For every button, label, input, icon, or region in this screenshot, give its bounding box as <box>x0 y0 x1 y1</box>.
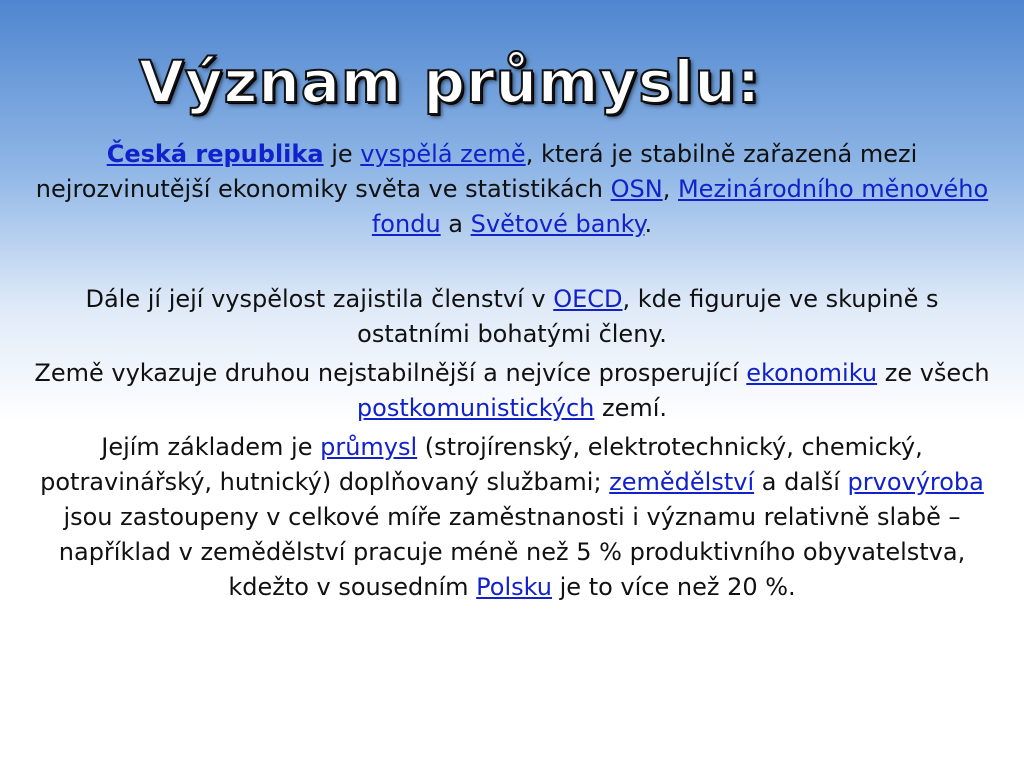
slide-body <box>28 137 996 609</box>
link-agriculture[interactable]: zemědělství <box>609 468 755 496</box>
text-segment: je <box>323 140 361 168</box>
text-segment: a <box>440 210 471 238</box>
link-primary-production[interactable]: prvovýroba <box>847 468 984 496</box>
link-oecd[interactable]: OECD <box>553 285 623 313</box>
link-economy[interactable]: ekonomiku <box>746 359 878 387</box>
text-segment: , která je stabilně zařazená mezi nejrozvinutější ekonomiky světa ve statistikách <box>35 140 918 203</box>
text-segment: , kde figuruje ve skupině s ostatními bohatými členy. <box>357 285 939 348</box>
slide-title: Význam průmyslu: <box>138 48 762 116</box>
text-segment: je to více než 20 %. <box>552 573 796 601</box>
text-segment: jsou zastoupeny v celkové míře zaměstnanosti i významu relativně slabě – například v zemědělství pracuje méně než 5 % produktivního obyvatelstva, kdežto v sousedním <box>58 503 966 601</box>
link-poland[interactable]: Polsku <box>476 573 552 601</box>
link-developed-country[interactable]: vyspělá země <box>360 140 526 168</box>
text-segment: zemí. <box>594 394 668 422</box>
link-imf[interactable]: Mezinárodního měnového fondu <box>371 175 989 238</box>
paragraph-czech-republic <box>28 137 996 242</box>
text-segment: a další <box>754 468 848 496</box>
text-segment: Země vykazuje druhou nejstabilnější a nejvíce prosperující <box>34 359 747 387</box>
paragraph-economy <box>28 356 996 426</box>
link-industry[interactable]: průmysl <box>320 433 418 461</box>
link-world-bank[interactable]: Světové banky <box>470 210 645 238</box>
text-segment: Jejím základem je <box>101 433 321 461</box>
text-segment: (strojírenský, elektrotechnický, chemický, potravinářský, hutnický) doplňovaný službami; <box>40 433 923 496</box>
link-czech-republic[interactable]: Česká republika <box>106 140 324 168</box>
paragraph-industry <box>28 430 996 605</box>
paragraph-oecd <box>28 282 996 352</box>
text-segment: . <box>644 210 653 238</box>
link-postcommunist[interactable]: postkomunistických <box>356 394 595 422</box>
text-segment: ze všech <box>877 359 990 387</box>
text-segment: Dále jí její vyspělost zajistila členství v <box>85 285 554 313</box>
text-segment: , <box>662 175 678 203</box>
link-un[interactable]: OSN <box>610 175 663 203</box>
